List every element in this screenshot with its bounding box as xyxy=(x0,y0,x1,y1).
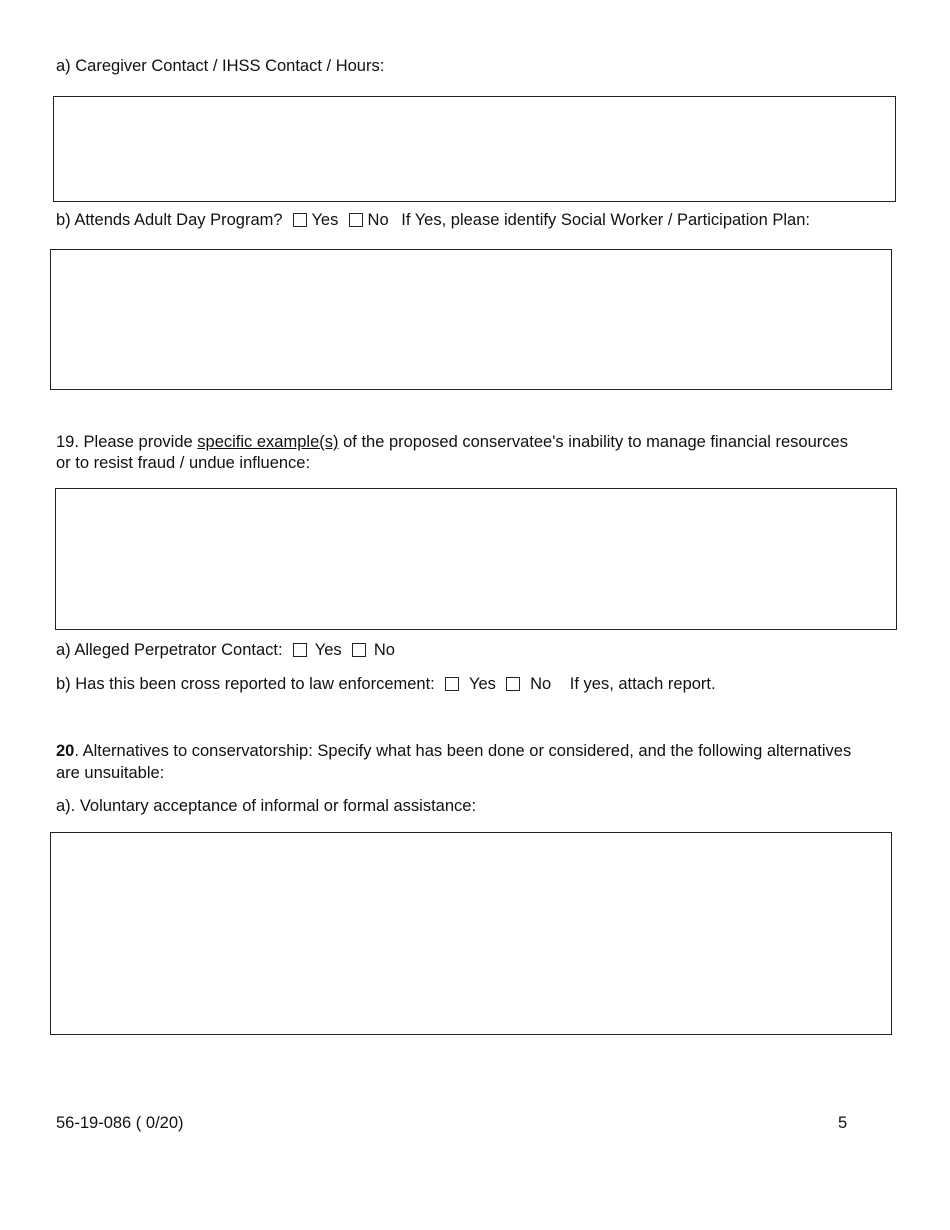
perpetrator-contact-row xyxy=(56,640,395,661)
q19-prefix: 19. Please provide xyxy=(56,433,193,451)
cross-reported-yes-label: Yes xyxy=(468,675,496,693)
perpetrator-yes-label: Yes xyxy=(314,641,342,659)
q20-question-line2: are unsuitable: xyxy=(56,764,165,782)
perpetrator-no-checkbox[interactable] xyxy=(352,643,366,657)
financial-examples-field[interactable] xyxy=(55,488,897,630)
adult-day-program-label: b) Attends Adult Day Program? xyxy=(56,211,283,229)
cross-reported-label: b) Has this been cross reported to law enforcement: xyxy=(56,675,435,693)
cross-reported-followup-label: If yes, attach report. xyxy=(569,675,716,693)
adult-day-yes-label: Yes xyxy=(311,211,339,229)
q20-question-line1 xyxy=(56,741,851,762)
q20-number: 20 xyxy=(56,742,75,760)
q19-underlined-phrase: specific example(s) xyxy=(197,433,339,451)
social-worker-plan-field[interactable] xyxy=(50,249,892,390)
perpetrator-contact-label: a) Alleged Perpetrator Contact: xyxy=(56,641,283,659)
q19-question-line2: or to resist fraud / undue influence: xyxy=(56,454,311,472)
caregiver-contact-label: a) Caregiver Contact / IHSS Contact / Hours: xyxy=(56,57,385,75)
q19-suffix: of the proposed conservatee's inability to manage financial resources xyxy=(343,433,848,451)
adult-day-yes-checkbox[interactable] xyxy=(293,213,307,227)
perpetrator-yes-checkbox[interactable] xyxy=(293,643,307,657)
cross-reported-no-label: No xyxy=(530,675,552,693)
cross-reported-row xyxy=(56,674,716,695)
caregiver-contact-field[interactable] xyxy=(53,96,896,202)
form-number: 56-19-086 ( 0/20) xyxy=(56,1114,184,1132)
adult-day-followup-label: If Yes, please identify Social Worker / Participation Plan: xyxy=(401,211,810,229)
cross-reported-no-checkbox[interactable] xyxy=(506,677,520,691)
voluntary-acceptance-label: a). Voluntary acceptance of informal or formal assistance: xyxy=(56,797,477,815)
q19-question-line1 xyxy=(56,432,848,453)
q20-text: . Alternatives to conservatorship: Specify what has been done or considered, and the following alternatives xyxy=(74,742,852,760)
adult-day-program-row xyxy=(56,210,810,231)
voluntary-acceptance-field[interactable] xyxy=(50,832,892,1035)
perpetrator-no-label: No xyxy=(373,641,395,659)
cross-reported-yes-checkbox[interactable] xyxy=(445,677,459,691)
adult-day-no-label: No xyxy=(367,211,389,229)
page-number: 5 xyxy=(838,1114,848,1132)
adult-day-no-checkbox[interactable] xyxy=(349,213,363,227)
